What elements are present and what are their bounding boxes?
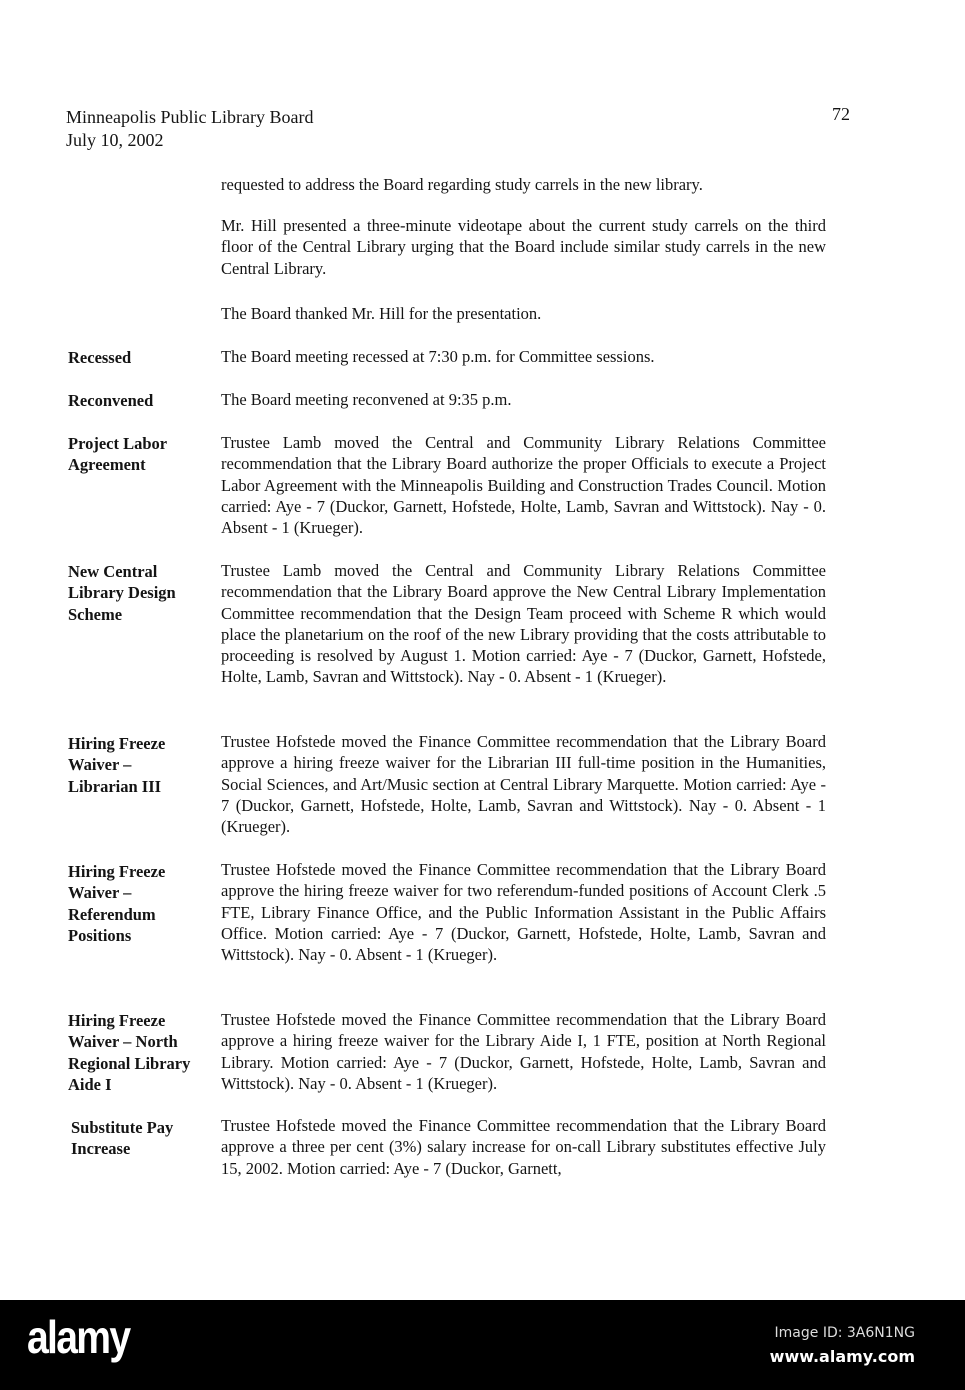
intro-paragraph: requested to address the Board regarding study carrels in the new library. [221, 175, 703, 194]
section-text: Trustee Hofstede moved the Finance Committee recommendation that the Library Board approve a three per cent (3%) salary increase for on-call Library substitutes effective July 15, 2002. Motion carried: Aye - 7 (Duckor, Garnett, [221, 1116, 826, 1178]
section-label: Hiring Freeze Waiver – North Regional Library Aide I [68, 1011, 191, 1094]
section-label: Recessed [68, 348, 132, 367]
intro-paragraph: Mr. Hill presented a three-minute videotape about the current study carrels on the third floor of the Central Library urging that the Board include similar study carrels in the new Central Library. [221, 216, 826, 278]
intro-paragraph: The Board thanked Mr. Hill for the presentation. [221, 304, 542, 323]
section-label: Hiring Freeze Waiver – Referendum Positions [68, 862, 166, 945]
section-text: The Board meeting reconvened at 9:35 p.m. [221, 390, 512, 409]
section-text: Trustee Hofstede moved the Finance Committee recommendation that the Library Board approve a hiring freeze waiver for the Library Aide I, 1 FTE, position at North Regional Library. Motion carried: Aye - 7 (Duckor, Garnett, Hofstede, Holte, Lamb, Savran and Wittstock). Nay - 0. Absent - 1 (Krueger). [221, 1010, 826, 1093]
section-label: Reconvened [68, 391, 154, 410]
alamy-logo: alamy [27, 1311, 130, 1363]
section-text: The Board meeting recessed at 7:30 p.m. for Committee sessions. [221, 347, 655, 366]
org-name: Minneapolis Public Library Board [66, 107, 314, 127]
page-number: 72 [832, 104, 850, 124]
watermark-url: www.alamy.com [769, 1347, 915, 1366]
meeting-date: July 10, 2002 [66, 130, 164, 150]
section-text: Trustee Hofstede moved the Finance Committee recommendation that the Library Board approve a hiring freeze waiver for the Librarian III full-time position in the Humanities, Social Sciences, and Art/Music section at Central Library Marquette. Motion carried: Aye - 7 (Duckor, Garnett, Hofstede, Holte, Lamb, Savran and Wittstock). Nay - 0. Absent - 1 (Krueger). [221, 732, 826, 837]
image-id: Image ID: 3A6N1NG [774, 1325, 915, 1341]
section-label: Substitute Pay Increase [71, 1118, 174, 1159]
document-header [66, 106, 313, 152]
section-label: New Central Library Design Scheme [68, 562, 176, 624]
section-text: Trustee Lamb moved the Central and Community Library Relations Committee recommendation that the Library Board approve the New Central Library Implementation Committee recommendation that the Design Team proceed with Scheme R which would place the planetarium on the roof of the new Library providing that the costs attributable to proceeding is resolved by August 1. Motion carried: Aye - 7 (Duckor, Garnett, Hofstede, Holte, Lamb, Savran and Wittstock). Nay - 0. Absent - 1 (Krueger). [221, 561, 826, 687]
watermark-bar [0, 1300, 965, 1390]
section-text: Trustee Hofstede moved the Finance Committee recommendation that the Library Board approve the hiring freeze waiver for two referendum-funded positions of Account Clerk .5 FTE, Library Finance Office, and the Public Information Assistant in the Public Affairs Office. Motion carried: Aye - 7 (Duckor, Garnett, Hofstede, Holte, Lamb, Savran and Wittstock). Nay - 0. Absent - 1 (Krueger). [221, 860, 826, 965]
section-text: Trustee Lamb moved the Central and Community Library Relations Committee recommendation that the Library Board authorize the proper Officials to execute a Project Labor Agreement with the Minneapolis Building and Construction Trades Council. Motion carried: Aye - 7 (Duckor, Garnett, Hofstede, Holte, Lamb, Savran and Wittstock). Nay - 0. Absent - 1 (Krueger). [221, 433, 826, 538]
section-label: Hiring Freeze Waiver – Librarian III [68, 734, 166, 796]
section-label: Project Labor Agreement [68, 434, 167, 475]
